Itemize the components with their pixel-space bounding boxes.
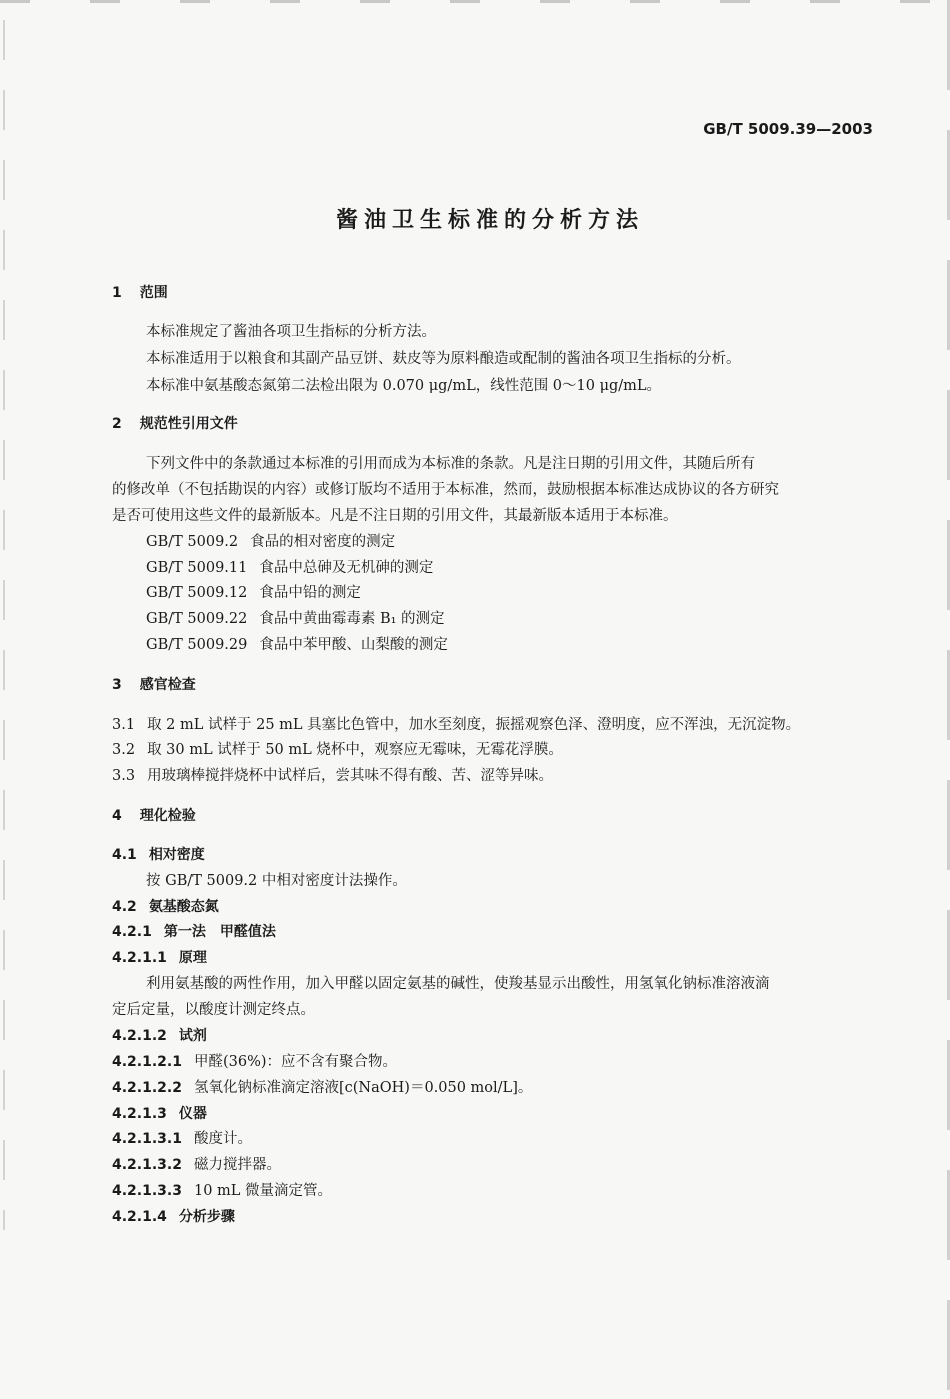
ref-item: GB/T 5009.22 食品中黄曲霉毒素 B₁ 的测定 bbox=[146, 611, 445, 627]
principle-para-line-1: 利用氨基酸的两性作用，加入甲醛以固定氨基的碱性，使羧基显示出酸性，用氢氧化钠标准溶液滴 bbox=[146, 976, 770, 992]
section-4-2-1-3-heading: 4.2.1.3 仪器 bbox=[112, 1106, 207, 1122]
section-3-item: 3.1 取 2 mL 试样于 25 mL 具塞比色管中，加水至刻度，振摇观察色泽、澄明度，应不浑浊，无沉淀物。 bbox=[112, 717, 801, 733]
section-4-2-1-2-heading: 4.2.1.2 试剂 bbox=[112, 1028, 207, 1044]
instrument-item: 4.2.1.3.1 酸度计。 bbox=[112, 1131, 252, 1147]
standard-code: GB/T 5009.39—2003 bbox=[703, 120, 873, 138]
section-4-2-1-1-heading: 4.2.1.1 原理 bbox=[112, 950, 207, 966]
ref-item: GB/T 5009.11 食品中总砷及无机砷的测定 bbox=[146, 560, 434, 576]
section-4-2-heading: 4.2 氨基酸态氮 bbox=[112, 899, 219, 915]
section-2-para-line-2: 的修改单（不包括勘误的内容）或修订版均不适用于本标准，然而，鼓励根据本标准达成协议的各方研究 bbox=[112, 482, 779, 498]
ref-item: GB/T 5009.12 食品中铅的测定 bbox=[146, 585, 361, 601]
section-1-para-1: 本标准规定了酱油各项卫生指标的分析方法。 bbox=[146, 324, 436, 340]
principle-para-line-2: 定后定量，以酸度计测定终点。 bbox=[112, 1002, 315, 1018]
section-1-para-3: 本标准中氨基酸态氮第二法检出限为 0.070 μg/mL，线性范围 0～10 μg/mL。 bbox=[146, 378, 662, 394]
section-2-para-line-1: 下列文件中的条款通过本标准的引用而成为本标准的条款。凡是注日期的引用文件，其随后所有 bbox=[146, 456, 755, 472]
section-1-heading: 1 范围 bbox=[112, 285, 168, 301]
scan-artifact-left bbox=[3, 20, 5, 1230]
instrument-item: 4.2.1.3.3 10 mL 微量滴定管。 bbox=[112, 1183, 333, 1199]
section-4-heading: 4 理化检验 bbox=[112, 808, 196, 824]
section-4-1-text: 按 GB/T 5009.2 中相对密度计法操作。 bbox=[146, 873, 407, 889]
section-3-heading: 3 感官检查 bbox=[112, 677, 196, 693]
section-3-item: 3.3 用玻璃棒搅拌烧杯中试样后，尝其味不得有酸、苦、涩等异味。 bbox=[112, 768, 554, 784]
section-1-para-2: 本标准适用于以粮食和其副产品豆饼、麸皮等为原料酿造或配制的酱油各项卫生指标的分析。 bbox=[146, 351, 741, 367]
reagent-item: 4.2.1.2.2 氢氧化钠标准滴定溶液[c(NaOH)＝0.050 mol/L]。 bbox=[112, 1080, 533, 1096]
ref-item: GB/T 5009.2 食品的相对密度的测定 bbox=[146, 534, 396, 550]
section-4-2-1-heading: 4.2.1 第一法 甲醛值法 bbox=[112, 924, 276, 940]
instrument-item: 4.2.1.3.2 磁力搅拌器。 bbox=[112, 1157, 281, 1173]
section-4-2-1-4-heading: 4.2.1.4 分析步骤 bbox=[112, 1209, 235, 1225]
reagent-item: 4.2.1.2.1 甲醛(36%)：应不含有聚合物。 bbox=[112, 1054, 398, 1070]
section-3-item: 3.2 取 30 mL 试样于 50 mL 烧杯中，观察应无霉味，无霉花浮膜。 bbox=[112, 742, 563, 758]
section-4-1-heading: 4.1 相对密度 bbox=[112, 847, 205, 863]
section-2-para-line-3: 是否可使用这些文件的最新版本。凡是不注日期的引用文件，其最新版本适用于本标准。 bbox=[112, 508, 678, 524]
scan-artifact-top bbox=[0, 0, 950, 3]
document-title: 酱油卫生标准的分析方法 bbox=[335, 208, 644, 233]
ref-item: GB/T 5009.29 食品中苯甲酸、山梨酸的测定 bbox=[146, 637, 448, 653]
section-2-heading: 2 规范性引用文件 bbox=[112, 416, 238, 432]
